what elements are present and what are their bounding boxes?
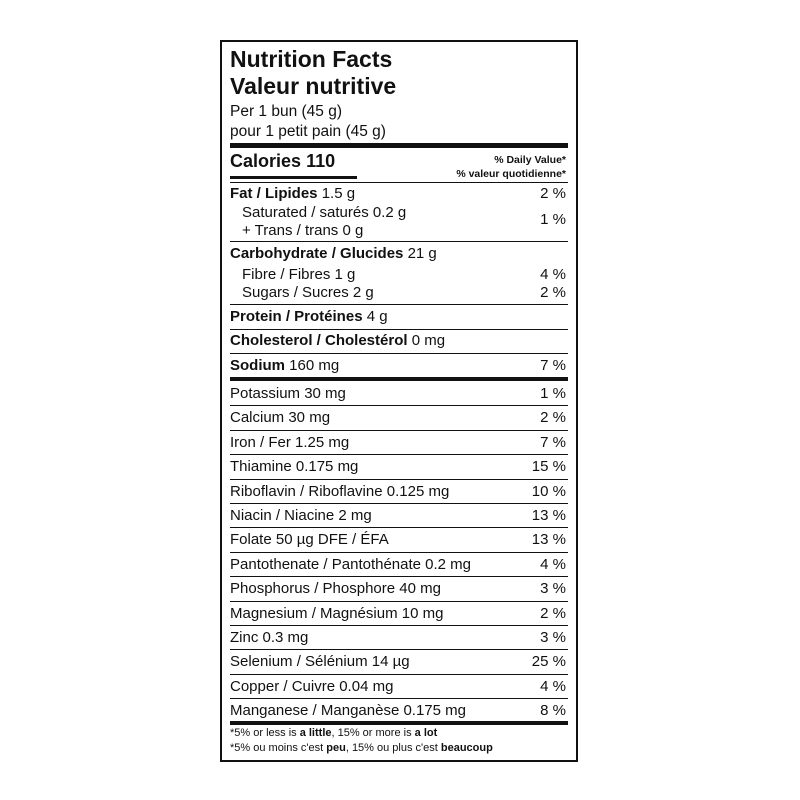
micronutrient-row [222, 650, 576, 674]
footnote-fr [230, 742, 493, 754]
calories-label: Calories [230, 151, 302, 171]
micronutrient-row [222, 626, 576, 650]
thick-rule-bottom [230, 721, 568, 725]
carbohydrate-amount: 21 g [407, 245, 437, 262]
micronutrient-row [222, 675, 576, 699]
micronutrient-dv: 13 % [531, 531, 566, 549]
rule-after-protein [230, 329, 568, 330]
micronutrient-row [222, 455, 576, 479]
carbohydrate-row [230, 245, 437, 262]
micronutrient-name: Pantothenate / Pantothénate 0.2 mg [230, 555, 472, 573]
micronutrient-name: Niacin / Niacine 2 mg [230, 507, 372, 524]
thick-rule-micros [230, 377, 568, 381]
micronutrient-dv: 3 % [540, 629, 566, 646]
micronutrient-row [222, 553, 576, 577]
micronutrient-row [222, 528, 576, 552]
rule-under-calories [230, 182, 568, 183]
micronutrient-name: Selenium / Sélénium 14 µg [230, 653, 410, 671]
micronutrient-dv: 7 % [540, 433, 566, 451]
rule-after-carbs [230, 304, 568, 305]
micronutrient-row [222, 382, 576, 406]
micronutrient-name: Folate 50 µg DFE / ÉFA [230, 531, 389, 549]
micronutrient-name: Phosphorus / Phosphore 40 mg [230, 580, 441, 598]
micronutrient-dv: 3 % [540, 580, 566, 598]
cholesterol-row [230, 332, 445, 349]
footnote-en [230, 727, 437, 739]
fat-dv: 2 % [540, 185, 566, 202]
footnote-en-a: *5% or less is [230, 727, 300, 739]
micronutrient-dv: 25 % [531, 653, 566, 671]
title-en: Nutrition Facts [230, 46, 393, 72]
calories-row [230, 151, 335, 172]
micronutrient-name: Thiamine 0.175 mg [230, 458, 359, 476]
sodium-row [230, 357, 339, 374]
micronutrient-row [222, 577, 576, 601]
fibre-dv: 4 % [540, 266, 566, 283]
micronutrient-dv: 4 % [540, 677, 566, 695]
micronutrient-dv: 8 % [540, 702, 566, 720]
micronutrient-dv: 10 % [531, 482, 566, 500]
sodium-label: Sodium [230, 357, 285, 374]
saturated-fat: Saturated / saturés 0.2 g [242, 204, 407, 221]
micronutrient-name: Riboflavin / Riboflavine 0.125 mg [230, 482, 450, 500]
daily-value-header-fr: % valeur quotidienne* [456, 168, 566, 180]
sodium-amount: 160 mg [289, 357, 340, 374]
protein-amount: 4 g [366, 308, 388, 325]
trans-fat: + Trans / trans 0 g [242, 222, 364, 239]
footnote-en-d: a lot [414, 727, 438, 739]
micronutrient-dv: 4 % [540, 555, 566, 573]
fat-label: Fat / Lipides [230, 185, 318, 202]
micronutrient-name: Zinc 0.3 mg [230, 629, 309, 646]
micronutrient-name: Calcium 30 mg [230, 409, 331, 427]
fibre: Fibre / Fibres 1 g [242, 266, 356, 283]
micronutrient-row [222, 431, 576, 455]
footnote-fr-b: peu [326, 742, 346, 754]
micronutrient-dv: 2 % [540, 409, 566, 427]
thick-rule-top [230, 143, 568, 148]
rule-after-fat [230, 241, 568, 242]
micronutrient-dv: 15 % [531, 458, 566, 476]
micronutrient-row [222, 602, 576, 626]
micronutrient-name: Iron / Fer 1.25 mg [230, 433, 350, 451]
micronutrient-row [222, 699, 576, 723]
footnote-fr-d: beaucoup [440, 742, 493, 754]
protein-label: Protein / Protéines [230, 308, 363, 325]
title-fr: Valeur nutritive [230, 73, 397, 99]
footnote-en-b: a little [299, 727, 332, 739]
nutrition-facts-label [220, 40, 578, 762]
cholesterol-amount: 0 mg [411, 332, 446, 349]
micronutrient-name: Potassium 30 mg [230, 385, 346, 402]
micronutrient-dv: 2 % [540, 604, 566, 622]
rule-after-cholesterol [230, 353, 568, 354]
footnote-en-c: , 15% or more is [331, 727, 415, 739]
micronutrient-row [222, 480, 576, 504]
footnote-fr-a: *5% ou moins c'est [230, 742, 327, 754]
sodium-dv: 7 % [540, 357, 566, 374]
sat-trans-dv: 1 % [540, 211, 566, 228]
sugars: Sugars / Sucres 2 g [242, 284, 374, 301]
micronutrient-dv: 13 % [531, 507, 566, 524]
carbohydrate-label: Carbohydrate / Glucides [230, 245, 404, 262]
fat-row [230, 185, 355, 202]
micronutrient-name: Manganese / Manganèse 0.175 mg [230, 702, 466, 720]
micronutrient-dv: 1 % [540, 385, 566, 402]
serving-size-fr: pour 1 petit pain (45 g) [230, 123, 386, 140]
daily-value-header-en: % Daily Value* [494, 154, 566, 166]
calories-value: 110 [306, 151, 336, 171]
micronutrient-row [222, 504, 576, 528]
micronutrient-row [222, 406, 576, 430]
serving-size-en: Per 1 bun (45 g) [230, 103, 343, 120]
micronutrient-name: Magnesium / Magnésium 10 mg [230, 604, 444, 622]
micronutrient-name: Copper / Cuivre 0.04 mg [230, 677, 394, 695]
protein-row [230, 308, 388, 325]
calories-underline [230, 176, 357, 179]
cholesterol-label: Cholesterol / Cholestérol [230, 332, 408, 349]
sugars-dv: 2 % [540, 284, 566, 301]
fat-amount: 1.5 g [321, 185, 356, 202]
footnote-fr-c: , 15% ou plus c'est [345, 742, 441, 754]
